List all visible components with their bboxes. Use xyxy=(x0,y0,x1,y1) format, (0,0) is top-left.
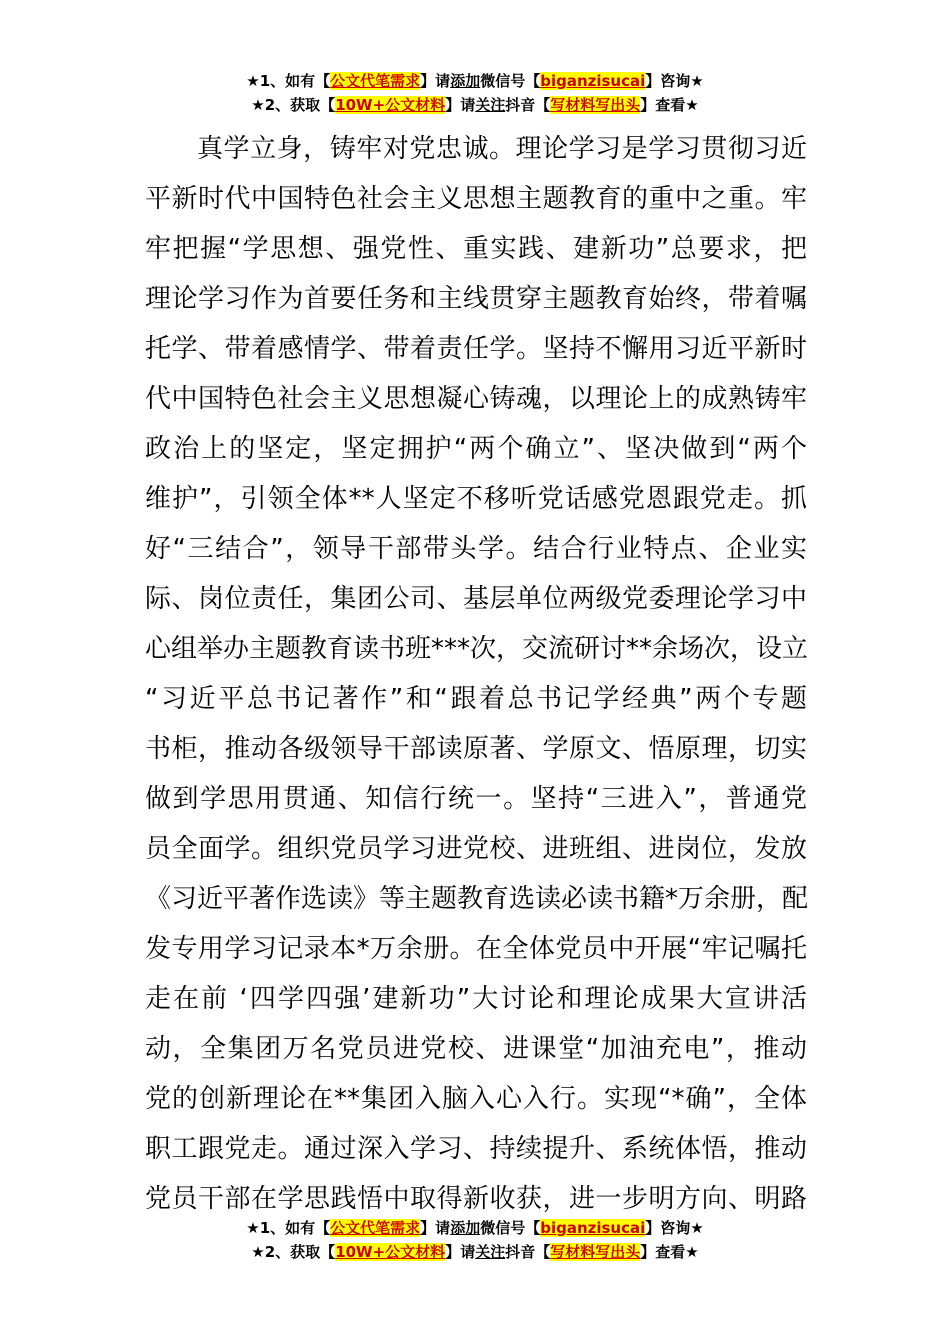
banner-text: 】查看★ xyxy=(640,1243,699,1261)
body-line: 好“三结合”，领导干部带头学。结合行业特点、企业实 xyxy=(145,534,807,564)
banner-text: 】查看★ xyxy=(640,96,699,114)
body-line: 心组举办主题教育读书班***次，交流研讨**余场次，设立 xyxy=(145,634,809,664)
body-line: 动，全集团万名党员进党校、进课堂“加油充电”，推动 xyxy=(145,1034,807,1064)
banner-text-underlined: 关注 xyxy=(475,1243,506,1261)
banner-text: 微信号【 xyxy=(480,72,541,90)
body-line: 党的创新理论在**集团入脑入心入行。实现“*确”，全体 xyxy=(145,1084,807,1114)
body-line: 牢把握“学思想、强党性、重实践、建新功”总要求，把 xyxy=(145,234,807,264)
banner-text: ★1、如有【 xyxy=(246,72,331,90)
body-line: 理论学习作为首要任务和主线贯穿主题教育始终，带着嘱 xyxy=(145,284,807,314)
banner-text: 微信号【 xyxy=(480,1219,541,1237)
body-line: 员全面学。组织党员学习进党校、进班组、进岗位，发放 xyxy=(145,834,807,864)
highlight-service: 公文代笔需求 xyxy=(330,72,421,90)
banner-text: 】请 xyxy=(445,96,476,114)
banner-text: 】请 xyxy=(420,1219,451,1237)
banner-text-underlined: 关注 xyxy=(475,96,506,114)
footer-banner-line-2 xyxy=(0,1240,950,1264)
banner-text: 抖音【 xyxy=(505,1243,551,1261)
body-line: 党员干部在学思践悟中取得新收获，进一步明方向、明路 xyxy=(145,1184,807,1214)
banner-text: 抖音【 xyxy=(505,96,551,114)
body-line: 《习近平著作选读》等主题教育选读必读书籍*万余册，配 xyxy=(145,884,809,914)
body-line: 代中国特色社会主义思想凝心铸魂，以理论上的成熟铸牢 xyxy=(145,384,807,414)
banner-text: 】请 xyxy=(445,1243,476,1261)
document-body xyxy=(145,124,807,1224)
body-line: “习近平总书记著作”和“跟着总书记学经典”两个专题 xyxy=(145,684,807,714)
body-line: 维护”，引领全体**人坚定不移听党话感党恩跟党走。抓 xyxy=(145,484,807,514)
body-line: 发专用学习记录本*万余册。在全体党员中开展“牢记嘱托 xyxy=(145,934,807,964)
highlight-wechat-id: biganzisucai xyxy=(540,72,646,90)
highlight-service: 公文代笔需求 xyxy=(330,1219,421,1237)
body-line: 真学立身，铸牢对党忠诚。理论学习是学习贯彻习近 xyxy=(197,134,807,164)
body-line: 职工跟党走。通过深入学习、持续提升、系统体悟，推动 xyxy=(145,1134,807,1164)
body-line: 托学、带着感情学、带着责任学。坚持不懈用习近平新时 xyxy=(145,334,807,364)
highlight-douyin: 写材料写出头 xyxy=(550,1243,641,1261)
body-line: 际、岗位责任，集团公司、基层单位两级党委理论学习中 xyxy=(145,584,807,614)
header-banner xyxy=(0,69,950,117)
footer-banner-line-1 xyxy=(0,1216,950,1240)
banner-text-underlined: 添加 xyxy=(450,72,481,90)
body-line: 平新时代中国特色社会主义思想主题教育的重中之重。牢 xyxy=(145,184,807,214)
banner-text: 】请 xyxy=(420,72,451,90)
highlight-materials: 10W+公文材料 xyxy=(335,96,446,114)
banner-text: 】咨询★ xyxy=(645,72,704,90)
body-line: 政治上的坚定，坚定拥护“两个确立”、坚决做到“两个 xyxy=(145,434,807,464)
highlight-wechat-id: biganzisucai xyxy=(540,1219,646,1237)
banner-text: ★2、获取【 xyxy=(251,1243,336,1261)
highlight-douyin: 写材料写出头 xyxy=(550,96,641,114)
banner-text-underlined: 添加 xyxy=(450,1219,481,1237)
banner-text: ★2、获取【 xyxy=(251,96,336,114)
banner-text: 】咨询★ xyxy=(645,1219,704,1237)
banner-text: ★1、如有【 xyxy=(246,1219,331,1237)
header-banner-line-2 xyxy=(0,93,950,117)
header-banner-line-1 xyxy=(0,69,950,93)
body-line: 走在前 ‘四学四强’建新功”大讨论和理论成果大宣讲活 xyxy=(145,984,807,1014)
body-line: 书柜，推动各级领导干部读原著、学原文、悟原理，切实 xyxy=(145,734,807,764)
body-line: 做到学思用贯通、知信行统一。坚持“三进入”，普通党 xyxy=(145,784,807,814)
footer-banner xyxy=(0,1216,950,1264)
highlight-materials: 10W+公文材料 xyxy=(335,1243,446,1261)
